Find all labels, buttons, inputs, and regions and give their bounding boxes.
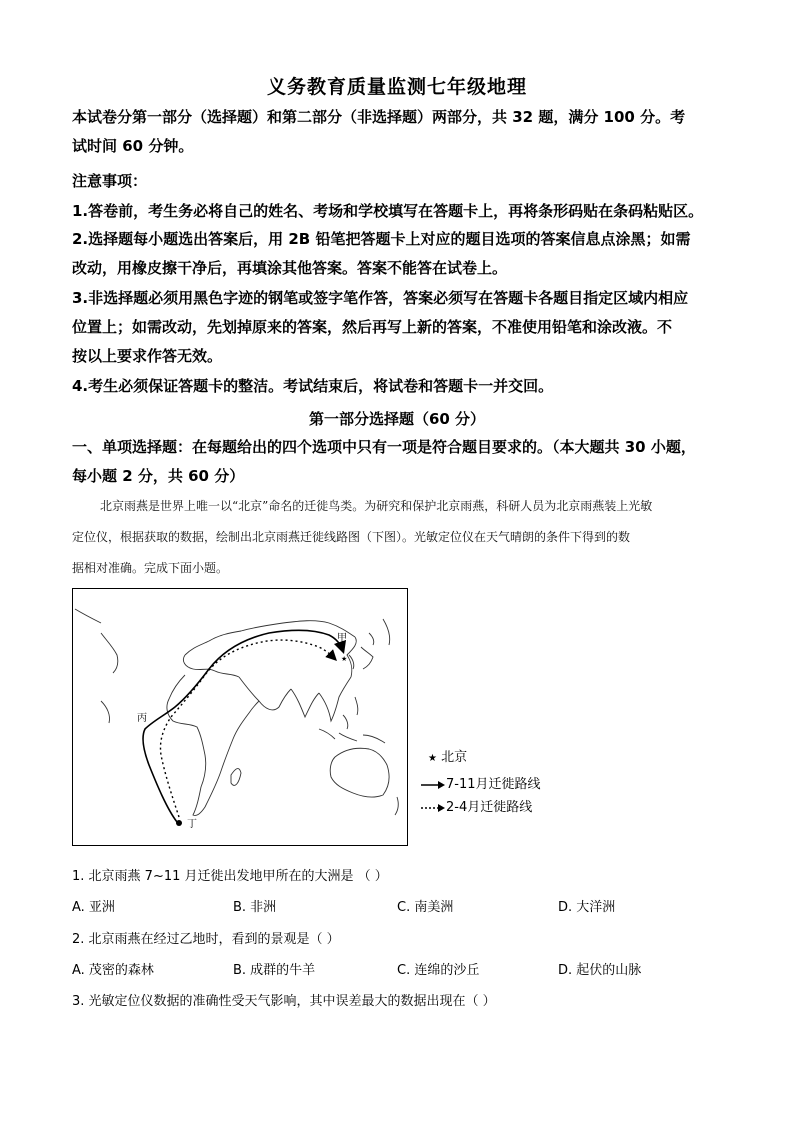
note-3-line-3: 按以上要求作答无效。 (72, 347, 223, 365)
question-3-stem: 3. 光敏定位仪数据的准确性受天气影响，其中误差最大的数据出现在（ ） (72, 994, 496, 1009)
legend-beijing (428, 746, 467, 765)
coastlines (75, 609, 398, 816)
note-2-line-1: 2.选择题每小题选出答案后，用 2B 铅笔把答题卡上对应的题目选项的答案信息点涂黑；如需 (72, 230, 691, 248)
note-1: 1.答卷前，考生务必将自己的姓名、考场和学校填写在答题卡上，再将条形码贴在条码粘贴区。 (72, 202, 704, 220)
notes-heading: 注意事项： (72, 172, 148, 190)
beijing-star-icon: ★ (341, 655, 348, 663)
legend-route-1-label: 7-11月迁徙路线 (446, 777, 541, 792)
question-2-option-c: C. 连绵的沙丘 (397, 963, 480, 978)
question-1-option-d: D. 大洋洲 (558, 900, 616, 915)
intro-line-1: 本试卷分第一部分（选择题）和第二部分（非选择题）两部分，共 32 题，满分 100 分。考 (72, 108, 686, 126)
question-1-option-a: A. 亚洲 (72, 900, 115, 915)
legend-route-2-label: 2-4月迁徙路线 (446, 800, 533, 815)
label-bing: 丙 (137, 713, 147, 724)
part1-instruction-1: 一、单项选择题：在每题给出的四个选项中只有一项是符合题目要求的。（本大题共 30 小题， (72, 438, 696, 456)
legend-beijing-label: 北京 (441, 750, 468, 765)
question-2-option-b: B. 成群的牛羊 (233, 963, 316, 978)
passage-line-2: 定位仪，根据获取的数据，绘制出北京雨燕迁徙线路图（下图）。光敏定位仪在天气晴朗的条件下得到的数 (72, 530, 631, 544)
dotted-arrow-icon (420, 803, 446, 813)
point-ding (176, 820, 182, 826)
question-1-stem: 1. 北京雨燕 7~11 月迁徙出发地甲所在的大洲是 （ ） (72, 869, 388, 884)
question-1-option-b: B. 非洲 (233, 900, 277, 915)
part1-title: 第一部分选择题（60 分） (308, 410, 486, 428)
part1-instruction-2: 每小题 2 分，共 60 分） (72, 467, 245, 485)
page-title: 义务教育质量监测七年级地理 (266, 76, 527, 98)
question-2-option-d: D. 起伏的山脉 (558, 963, 642, 978)
question-2-option-a: A. 茂密的森林 (72, 963, 154, 978)
note-2-line-2: 改动，用橡皮擦干净后，再填涂其他答案。答案不能答在试卷上。 (72, 259, 508, 277)
intro-line-2: 试时间 60 分钟。 (72, 137, 194, 155)
migration-map-graphic (73, 589, 407, 845)
question-1-option-c: C. 南美洲 (397, 900, 454, 915)
legend-route-1 (420, 773, 541, 792)
note-3-line-1: 3.非选择题必须用黑色字迹的钢笔或签字笔作答，答案必须写在答题卡各题目指定区域内相应 (72, 289, 689, 307)
passage-line-3: 据相对准确。完成下面小题。 (72, 561, 229, 575)
label-ding: 丁 (187, 819, 197, 830)
note-4: 4.考生必须保证答题卡的整洁。考试结束后，将试卷和答题卡一并交回。 (72, 377, 554, 395)
note-3-line-2: 位置上；如需改动，先划掉原来的答案，然后再写上新的答案，不准使用铅笔和涂改液。不 (72, 318, 673, 336)
passage-line-1: 北京雨燕是世界上唯一以“北京”命名的迁徙鸟类。为研究和保护北京雨燕，科研人员为北京雨燕装上光敏 (100, 499, 653, 513)
migration-map (72, 588, 408, 846)
star-icon: ★ (428, 753, 437, 764)
legend-route-2 (420, 796, 532, 815)
route-jul-nov-line (143, 630, 343, 822)
label-jia: 甲 (337, 633, 347, 644)
question-2-stem: 2. 北京雨燕在经过乙地时，看到的景观是（ ） (72, 932, 340, 947)
solid-arrow-icon (420, 780, 446, 790)
